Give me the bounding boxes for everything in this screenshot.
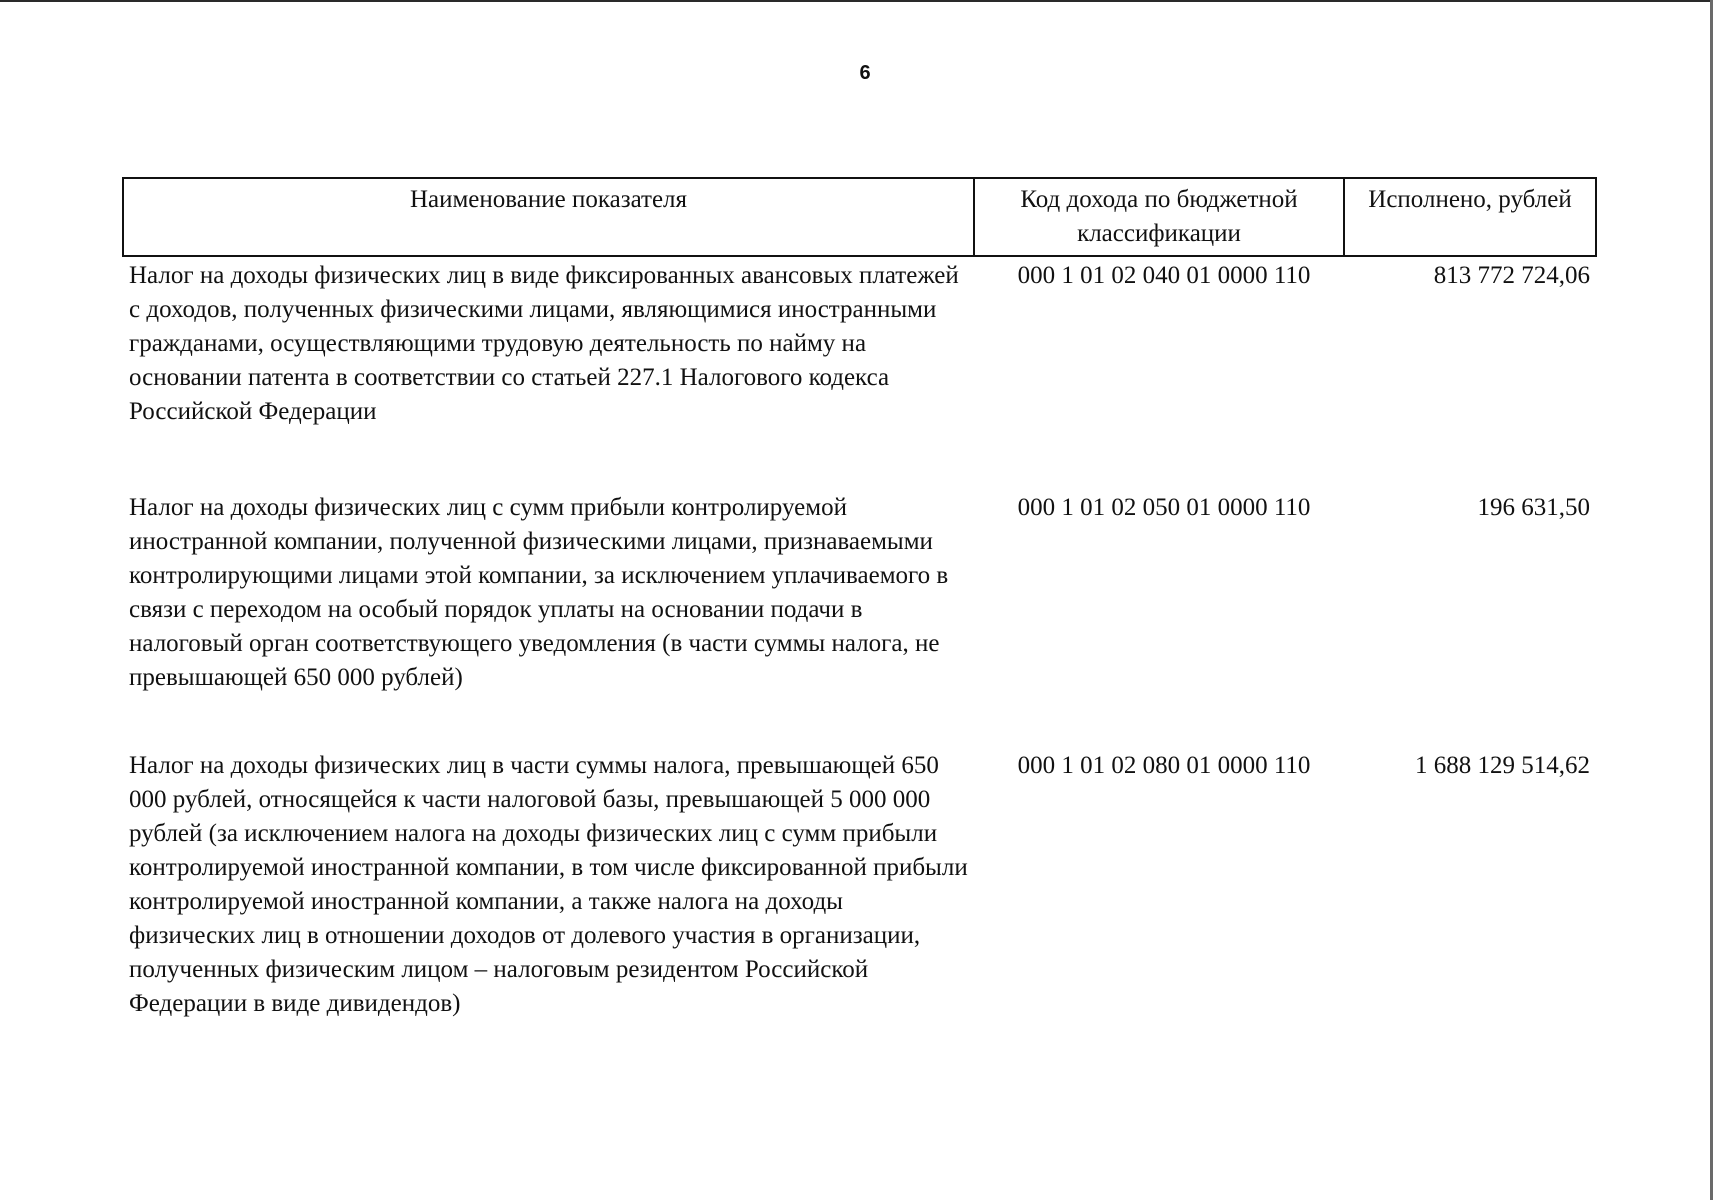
header-executed: Исполнено, рублей (1344, 178, 1596, 256)
row-name: Налог на доходы физических лиц с сумм прибыли контролируемой иностранной компании, полученной физическими лицами, признаваемыми контролирующими лицами этой компании, за исключением уплачиваемого в связи с переходом на особый порядок уплаты на основании подачи в налоговый орган соответствующего уведомления (в части суммы налога, не превышающей 650 000 рублей) (129, 494, 949, 691)
header-code: Код дохода по бюджетной классификации (974, 178, 1344, 256)
row-name: Налог на доходы физических лиц в виде фиксированных авансовых платежей с доходов, полученных физическими лицами, являющимися иностранными гражданами, осуществляющими трудовую деятельность по найму на основании патента в соответствии со статьей 227.1 Налогового кодекса Российской Федерации (129, 262, 959, 425)
row-executed: 813 772 724,06 (1433, 262, 1590, 289)
table-row (123, 491, 1596, 749)
table-row (123, 749, 1596, 1021)
row-executed: 1 688 129 514,62 (1415, 752, 1590, 779)
scan-top-border (0, 0, 1713, 2)
page-number: 6 (859, 62, 871, 84)
revenue-table (122, 177, 1597, 1021)
header-name: Наименование показателя (123, 178, 974, 256)
row-executed: 196 631,50 (1477, 494, 1590, 521)
row-code: 000 1 01 02 040 01 0000 110 (1017, 262, 1311, 289)
row-name: Налог на доходы физических лиц в части суммы налога, превышающей 650 000 рублей, относящейся к части налоговой базы, превышающей 5 000 000 рублей (за исключением налога на доходы физических лиц с сумм прибыли контролируемой иностранной компании, в том числе фиксированной прибыли контролируемой иностранной компании, а также налога на доходы физических лиц в отношении доходов от долевого участия в организации, полученных физическим лицом – налоговым резидентом Российской Федерации в виде дивидендов) (129, 752, 968, 1017)
row-code: 000 1 01 02 080 01 0000 110 (1017, 752, 1311, 779)
table-header-row (123, 178, 1596, 256)
row-code: 000 1 01 02 050 01 0000 110 (1017, 494, 1311, 521)
table-row (123, 256, 1596, 491)
